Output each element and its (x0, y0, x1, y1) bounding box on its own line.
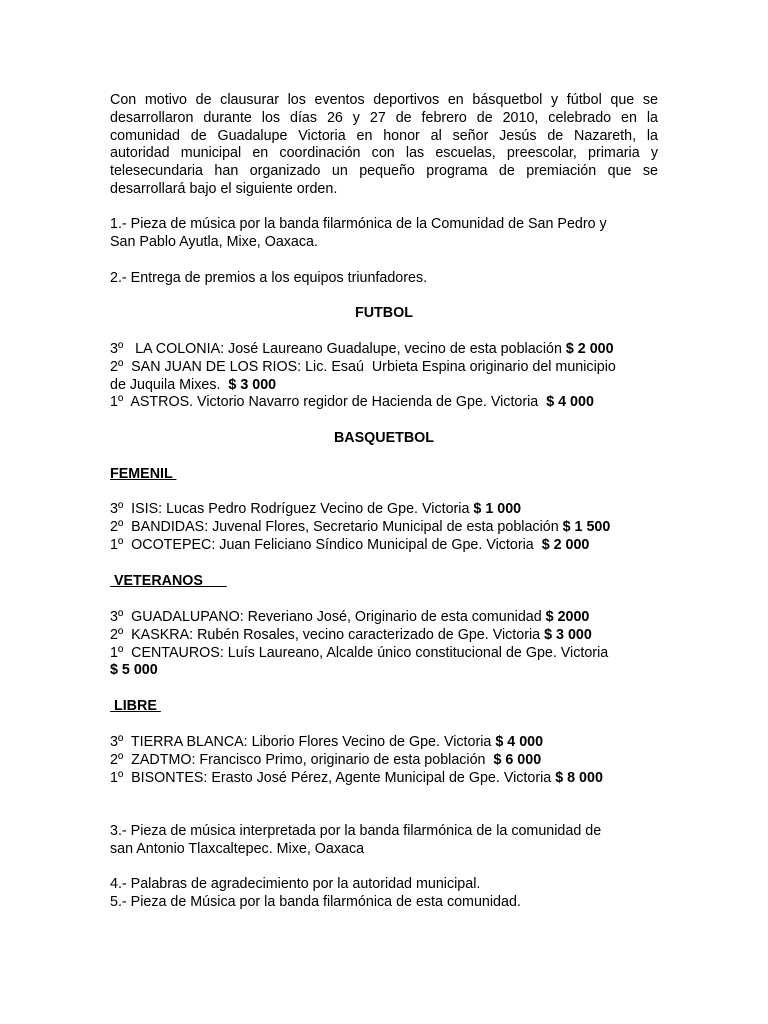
program-item-2 (110, 270, 658, 288)
intro-line: autoridad municipal en coordinación con las escuelas, preescolar, primaria y (110, 145, 658, 162)
program-item-line: san Antonio Tlaxcaltepec. Mixe, Oaxaca (110, 840, 365, 857)
award-row (110, 752, 658, 770)
program-item-4: 4.- Palabras de agradecimiento por la autoridad municipal. (110, 876, 481, 892)
award-text: 3º TIERRA BLANCA: Liborio Flores Vecino de Gpe. Victoria (110, 734, 496, 750)
award-row (110, 501, 658, 519)
award-row (110, 770, 658, 788)
award-row (110, 394, 658, 412)
award-amount: $ 1 500 (562, 518, 611, 535)
award-text: 1º ASTROS. Victorio Navarro regidor de Hacienda de Gpe. Victoria (110, 394, 547, 411)
award-text: 3º ISIS: Lucas Pedro Rodríguez Vecino de Gpe. Victoria (110, 501, 474, 517)
award-amount: $ 2000 (545, 609, 590, 625)
award-row (110, 341, 658, 359)
program-item-line: 3.- Pieza de música interpretada por la banda filarmónica de la comunidad de (110, 823, 602, 839)
intro-paragraph (110, 92, 658, 199)
section-heading-basquetbol: BASQUETBOL (333, 430, 435, 446)
award-amount: $ 3 000 (544, 626, 592, 643)
program-item-5: 5.- Pieza de Música por la banda filarmónica de esta comunidad. (110, 893, 521, 910)
award-row (110, 519, 658, 537)
award-text: 2º ZADTMO: Francisco Primo, originario de esta población (110, 751, 494, 768)
award-text: 2º SAN JUAN DE LOS RIOS: Lic. Esaú Urbieta Espina originario del municipio (110, 358, 616, 375)
award-amount: $ 1 000 (473, 501, 522, 517)
program-item-line: 1.- Pieza de música por la banda filarmónica de la Comunidad de San Pedro y (110, 216, 607, 232)
subheading-veteranos: VETERANOS (110, 573, 227, 589)
award-text: 2º KASKRA: Rubén Rosales, vecino caracterizado de Gpe. Victoria (110, 626, 545, 643)
award-amount: $ 4 000 (546, 394, 594, 411)
section-heading-futbol: FUTBOL (355, 305, 413, 321)
award-row (110, 609, 658, 627)
award-text: 1º OCOTEPEC: Juan Feliciano Síndico Municipal de Gpe. Victoria (110, 536, 542, 553)
award-row (110, 359, 658, 377)
award-amount: $ 4 000 (495, 734, 544, 750)
program-item-1 (110, 216, 658, 252)
femenil-list (110, 501, 658, 554)
award-row (110, 377, 658, 395)
award-amount: $ 2 000 (565, 341, 614, 357)
award-row (110, 734, 658, 752)
award-text: 1º CENTAUROS: Luís Laureano, Alcalde único constitucional de Gpe. Victoria (110, 644, 609, 661)
award-amount: $ 6 000 (493, 751, 542, 768)
award-row (110, 537, 658, 555)
intro-line: Con motivo de clausurar los eventos deportivos en básquetbol y fútbol que se (110, 92, 658, 108)
libre-list (110, 734, 658, 787)
futbol-list (110, 341, 658, 412)
award-text: de Juquila Mixes. (110, 376, 229, 393)
award-text: 3º GUADALUPANO: Reveriano José, Originario de esta comunidad (110, 609, 546, 625)
intro-line: desarrollaron durante los días 26 y 27 de febrero de 2010, celebrado en la (110, 109, 658, 126)
intro-line: desarrollará bajo el siguiente orden. (110, 180, 338, 197)
intro-line: telesecundaria han organizado un pequeño programa de premiación que se (110, 163, 658, 180)
subheading-femenil: FEMENIL (110, 466, 177, 482)
program-item-line: San Pablo Ayutla, Mixe, Oaxaca. (110, 233, 318, 250)
program-item-line: 2.- Entrega de premios a los equipos triunfadores. (110, 270, 428, 286)
award-text: 3º LA COLONIA: José Laureano Guadalupe, vecino de esta población (110, 341, 566, 357)
award-amount: $ 5 000 (110, 662, 158, 679)
award-text: 1º BISONTES: Erasto José Pérez, Agente Municipal de Gpe. Victoria (110, 769, 556, 786)
program-items-4-5 (110, 876, 658, 912)
intro-line: comunidad de Guadalupe Victoria en honor al señor Jesús de Nazareth, la (110, 127, 658, 144)
award-amount: $ 2 000 (541, 536, 590, 553)
award-row (110, 645, 658, 663)
award-amount: $ 8 000 (555, 769, 603, 786)
award-text: 2º BANDIDAS: Juvenal Flores, Secretario Municipal de esta población (110, 518, 563, 535)
veteranos-list (110, 609, 658, 680)
award-row (110, 662, 658, 680)
program-item-3 (110, 823, 658, 859)
award-amount: $ 3 000 (228, 376, 277, 393)
subheading-libre: LIBRE (110, 698, 161, 714)
award-row (110, 627, 658, 645)
